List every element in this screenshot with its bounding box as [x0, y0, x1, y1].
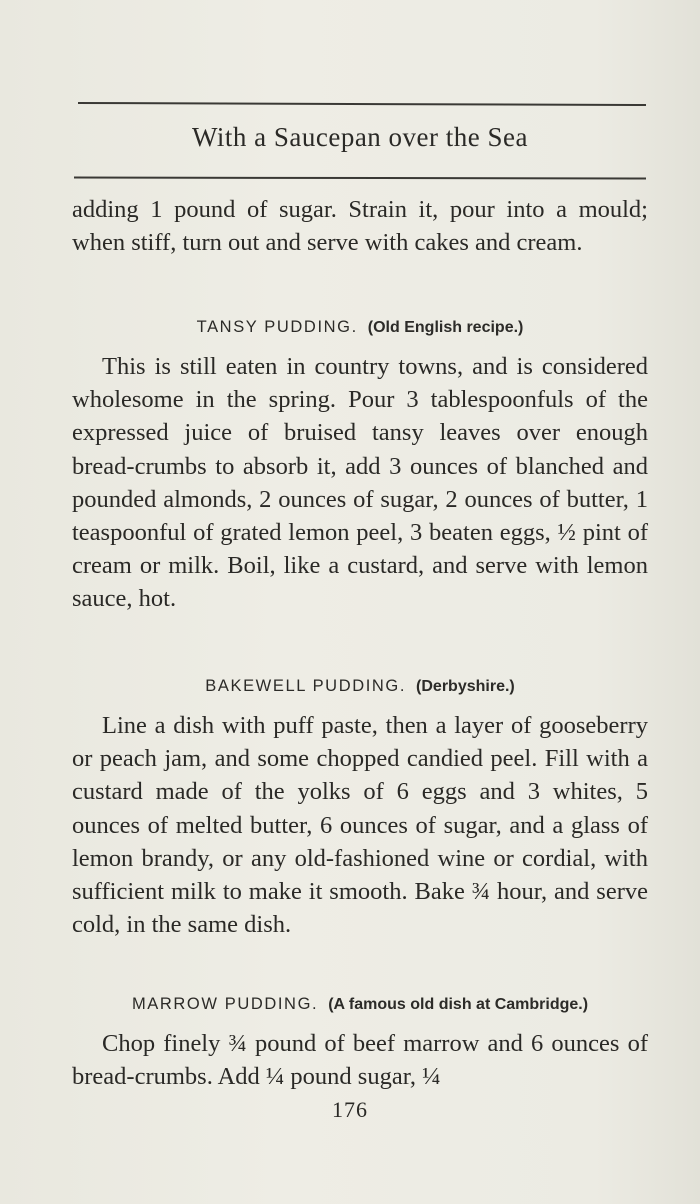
section-text-marrow: Chop finely ¾ pound of beef marrow and 6 ounces of bread-crumbs. Add ¼ pound sugar, ¼: [72, 1030, 648, 1091]
header-rule-top: [78, 102, 646, 106]
section-title: BAKEWELL PUDDING.: [205, 677, 407, 695]
section-title: MARROW PUDDING.: [131, 995, 319, 1013]
page-number: 176: [332, 1097, 368, 1122]
section-text-bakewell: Line a dish with puff paste, then a layer of gooseberry or peach jam, and some chopped candied peel. Fill with a custard made of the yolks of 6 eggs and 3 whites, 5 ounces of melted butter, 6 ounces of sugar, and a glass of lemon brandy, or any old-fashioned wine or cordial, with sufficient milk to make it smooth. Bake ¾ hour, and serve cold, in the same dish.: [72, 712, 648, 939]
continuation-paragraph: adding 1 pound of sugar. Strain it, pour into a mould; when stiff, turn out and serve with cakes and cream.: [72, 196, 648, 257]
running-head: With a Saucepan over the Sea: [191, 122, 529, 152]
section-heading-bakewell: [72, 677, 648, 696]
section-heading-tansy: [72, 318, 648, 337]
section-heading-marrow: [72, 995, 648, 1014]
section-title: TANSY PUDDING.: [196, 318, 358, 336]
header-rule-bottom: [74, 177, 646, 180]
section-note: (A famous old dish at Cambridge.): [328, 996, 589, 1013]
section-text-tansy: This is still eaten in country towns, and is considered wholesome in the spring. Pour 3 tablespoonfuls of the expressed juice of bruised tansy leaves over enough bread-crumbs to absorb it, add 3 ounces of blanched and pounded almonds, 2 ounces of sugar, 2 ounces of butter, 1 teaspoonful of grated lemon peel, 3 beaten eggs, ½ pint of cream or milk. Boil, like a custard, and serve with lemon sauce, hot.: [72, 353, 648, 613]
section-note: (Old English recipe.): [367, 319, 524, 336]
section-note: (Derbyshire.): [416, 678, 515, 695]
